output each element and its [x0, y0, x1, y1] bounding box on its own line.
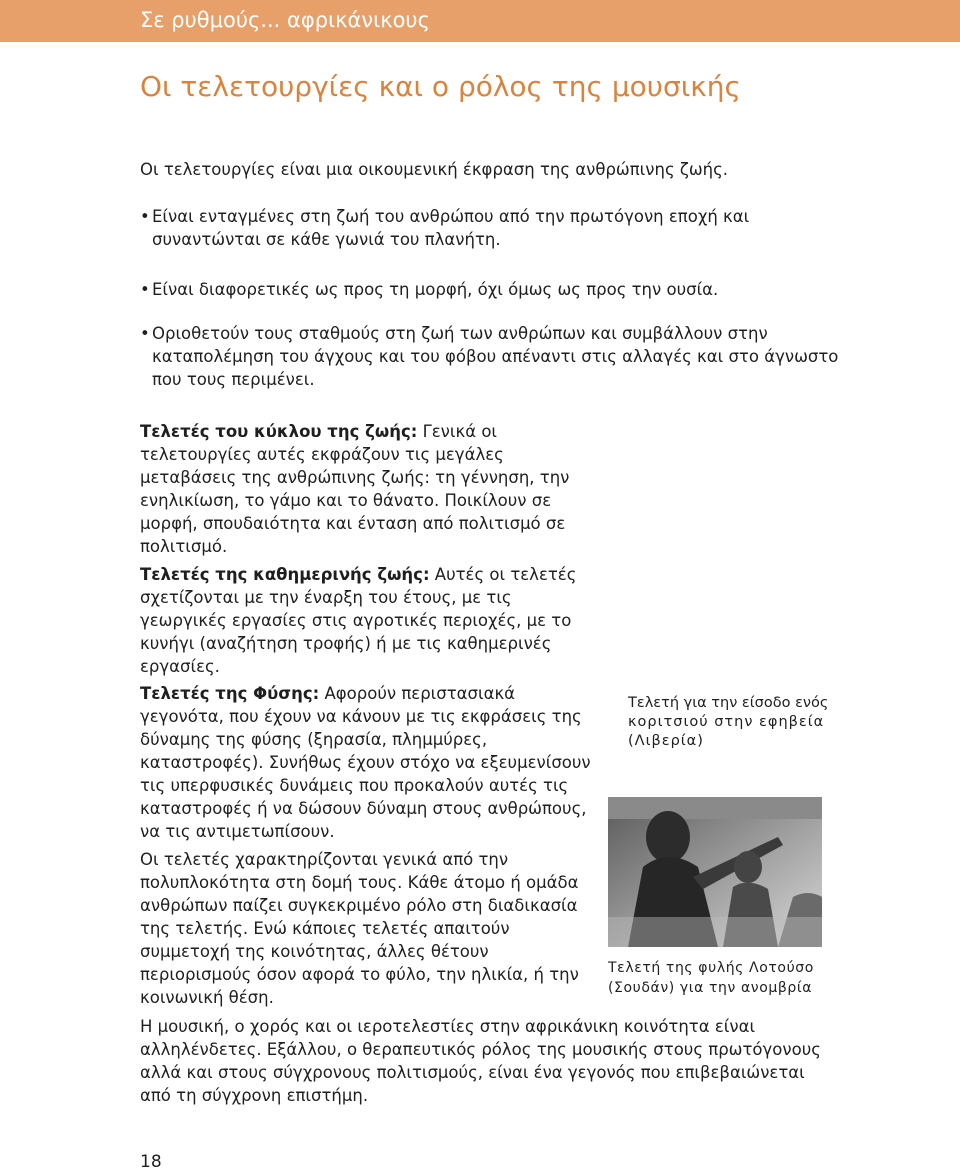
section-nature	[140, 682, 600, 843]
intro-paragraph: Οι τελετουργίες είναι μια οικουμενική έκφραση της ανθρώπινης ζωής.	[140, 160, 729, 179]
bullet-item: • Είναι ενταγμένες στη ζωή του ανθρώπου από την πρωτόγονη εποχή και συναντώνται σε κάθε γωνιά του πλανήτη.	[140, 205, 842, 251]
closing-paragraph: Η μουσική, ο χορός και οι ιεροτελεστίες στην αφρικάνικη κοινότητα είναι αλληλένδετες. Εξάλλου, ο θεραπευτικός ρόλος της μουσικής στους πρωτόγονους αλλά και στους σύγχρονους πολιτισμούς, είναι ένα γεγονός που επιβεβαιώνεται από τη σύγχρονη επιστήμη.	[140, 1017, 821, 1105]
characterization-paragraph: Οι τελετές χαρακτηρίζονται γενικά από την πολυπλοκότητα στη δομή τους. Κάθε άτομο ή ομάδα ανθρώπων παίζει συγκεκριμένο ρόλο στη διαδικασία της τελετής. Ενώ κάποιες τελετές απαιτούν συμμετοχή της κοινότητας, άλλες θέτουν περιορισμούς όσον αφορά το φύλο, την ηλικία, ή την κοινωνική θέση.	[140, 850, 579, 1007]
section-text: Αφορούν περιστασιακά γεγονότα, που έχουν να κάνουν με τις εκφράσεις της δύναμης της φύσης (ξηρασία, πλημμύρες, καταστροφές). Συνήθως έχουν στόχο να εξευμενίσουν τις υπερφυσικές δυνάμεις που προκαλούν αυτές τις καταστροφές ή να δώσουν δύναμη στους ανθρώπους, να τις αντιμετωπίσουν.	[140, 684, 591, 841]
section-life-cycle	[140, 420, 600, 558]
section-lead: Τελετές της Φύσης:	[140, 684, 320, 703]
section-lead: Τελετές του κύκλου της ζωής:	[140, 422, 418, 441]
ceremony-photo-image	[608, 797, 822, 947]
photo-caption-sudan: Τελετή της φυλής Λοτούσο (Σουδάν) για την ανομβρία	[608, 960, 814, 996]
section-daily-life	[140, 563, 600, 678]
bullet-item: • Οριοθετούν τους σταθμούς στη ζωή των ανθρώπων και συμβάλλουν στην καταπολέμηση του άγχους και του φόβου απέναντι στις αλλαγές και στο άγνωστο που τους περιμένει.	[140, 322, 842, 391]
photo-caption-liberia	[628, 694, 838, 751]
caption-text: κοριτσιού στην εφηβεία (Λιβερία)	[628, 714, 825, 749]
running-title: Σε ρυθμούς... αφρικάνικους	[140, 8, 430, 32]
page-title: Οι τελετουργίες και ο ρόλος της μουσικής	[140, 70, 741, 103]
section-text: Αυτές οι τελετές σχετίζονται με την έναρξη του έτους, με τις γεωργικές εργασίες στις αγροτικές περιοχές, με το κυνήγι (αναζήτηση τροφής) ή με τις καθημερινές εργασίες.	[140, 565, 577, 676]
section-lead: Τελετές της καθημερινής ζωής:	[140, 565, 430, 584]
caption-lead: Τελετή για την είσοδο ενός	[628, 695, 829, 711]
running-header-bar	[0, 0, 960, 42]
ceremony-photo	[608, 797, 822, 947]
section-text: Γενικά οι τελετουργίες αυτές εκφράζουν τις μεγάλες μεταβάσεις της ανθρώπινης ζωής: τη γέννηση, την ενηλικίωση, το γάμο και το θάνατο. Ποικίλουν σε μορφή, σπουδαιότητα και ένταση από πολιτισμό σε πολιτισμό.	[140, 422, 570, 556]
page-number: 18	[140, 1152, 162, 1172]
bullet-item: • Είναι διαφορετικές ως προς τη μορφή, όχι όμως ως προς την ουσία.	[140, 278, 842, 301]
